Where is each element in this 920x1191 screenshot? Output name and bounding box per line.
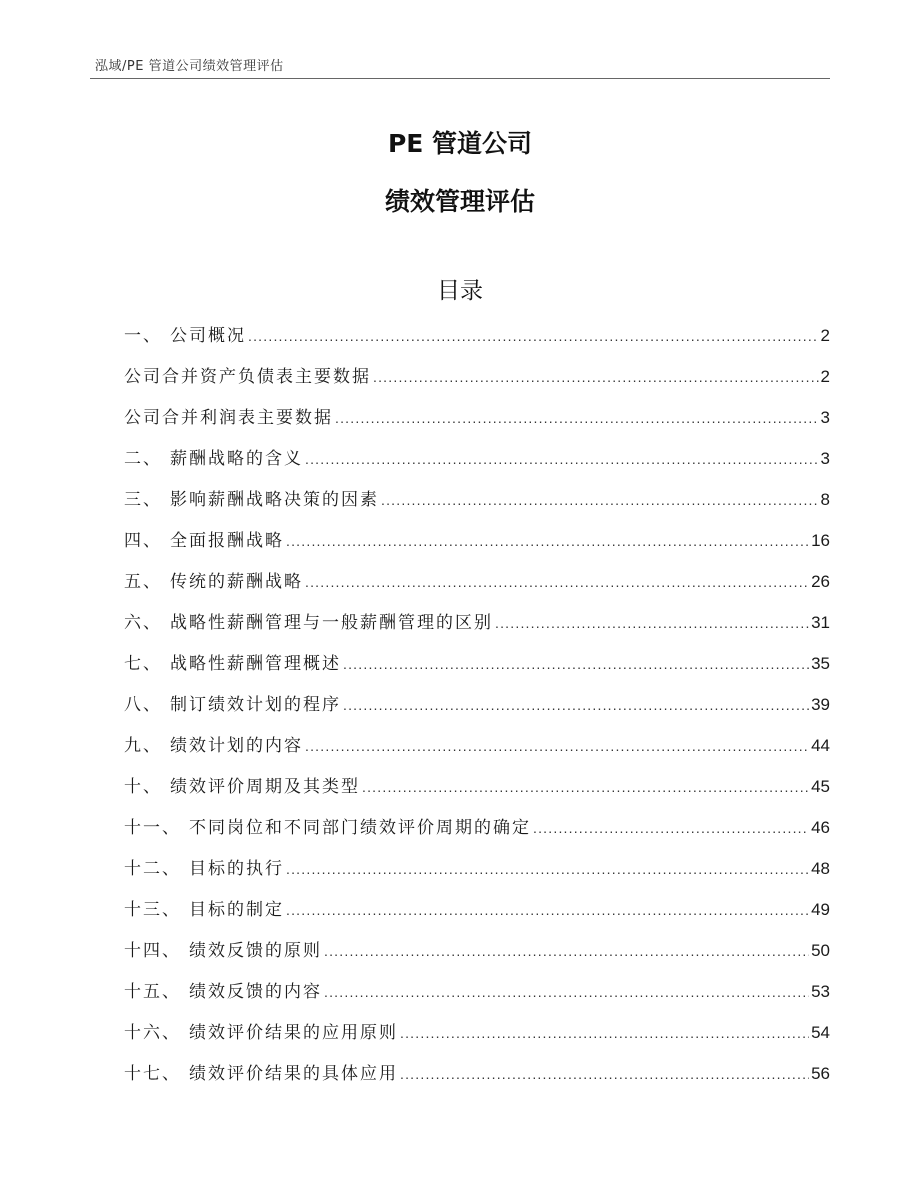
toc-entry-title: 传统的薪酬战略: [170, 572, 303, 592]
toc-entry-page: 46: [811, 818, 830, 837]
toc-entry-page: 35: [811, 654, 830, 673]
toc-dot-leader: [286, 894, 809, 926]
toc-entry-page: 54: [811, 1023, 830, 1042]
toc-entry-number: 十七、: [124, 1064, 181, 1084]
toc-entry-number: 六、: [124, 613, 162, 633]
toc-entry-title: 公司概况: [170, 326, 246, 346]
toc-entry-title: 制订绩效计划的程序: [170, 695, 341, 715]
toc-dot-leader: [324, 976, 809, 1008]
toc-entry[interactable]: [124, 689, 830, 730]
toc-entry[interactable]: [124, 402, 830, 443]
toc-entry-title: 全面报酬战略: [170, 531, 284, 551]
toc-entry-number: 二、: [124, 449, 162, 469]
toc-entry-title: 公司合并利润表主要数据: [124, 408, 333, 428]
toc-entry-number: 十三、: [124, 900, 181, 920]
toc-dot-leader: [305, 443, 819, 475]
toc-dot-leader: [305, 730, 809, 762]
toc-entry-page: 50: [811, 941, 830, 960]
toc-entry-page: 56: [811, 1064, 830, 1083]
toc-entry-page: 8: [820, 490, 830, 509]
toc-entry-title: 绩效反馈的原则: [189, 941, 322, 961]
toc-entry-page: 26: [811, 572, 830, 591]
toc-entry-number: 三、: [124, 490, 162, 510]
toc-entry[interactable]: [124, 1017, 830, 1058]
toc-entry[interactable]: [124, 894, 830, 935]
toc-entry[interactable]: [124, 976, 830, 1017]
toc-entry[interactable]: [124, 935, 830, 976]
header-divider: [90, 78, 830, 79]
toc-dot-leader: [381, 484, 819, 516]
toc-entry-number: 八、: [124, 695, 162, 715]
toc-dot-leader: [286, 525, 809, 557]
toc-dot-leader: [335, 402, 819, 434]
toc-entry-title: 绩效评价结果的应用原则: [189, 1023, 398, 1043]
toc-entry-title: 战略性薪酬管理与一般薪酬管理的区别: [170, 613, 493, 633]
toc-entry-number: 十一、: [124, 818, 181, 838]
toc-entry[interactable]: [124, 443, 830, 484]
toc-entry-title: 绩效评价周期及其类型: [170, 777, 360, 797]
toc-entry-title: 绩效评价结果的具体应用: [189, 1064, 398, 1084]
toc-entry-title: 战略性薪酬管理概述: [170, 654, 341, 674]
toc-dot-leader: [373, 361, 819, 393]
toc-entry[interactable]: [124, 648, 830, 689]
toc-entry-number: 十二、: [124, 859, 181, 879]
toc-entry-page: 39: [811, 695, 830, 714]
document-title-line1: PE 管道公司: [387, 129, 533, 158]
toc-entry-page: 53: [811, 982, 830, 1001]
toc-entry-number: 九、: [124, 736, 162, 756]
toc-entry-number: 一、: [124, 326, 162, 346]
toc-entry-page: 44: [811, 736, 830, 755]
toc-entry-page: 45: [811, 777, 830, 796]
toc-entry-title: 影响薪酬战略决策的因素: [170, 490, 379, 510]
toc-dot-leader: [286, 853, 809, 885]
toc-dot-leader: [305, 566, 809, 598]
toc-entry-page: 31: [811, 613, 830, 632]
toc-entry[interactable]: [124, 853, 830, 894]
toc-entry[interactable]: [124, 525, 830, 566]
toc-entry-title: 薪酬战略的含义: [170, 449, 303, 469]
toc-dot-leader: [533, 812, 809, 844]
toc-entry-number: 四、: [124, 531, 162, 551]
toc-entry[interactable]: [124, 320, 830, 361]
toc-entry-title: 不同岗位和不同部门绩效评价周期的确定: [189, 818, 531, 838]
toc-entry-number: 十六、: [124, 1023, 181, 1043]
toc-entry-title: 目标的制定: [189, 900, 284, 920]
toc-dot-leader: [343, 648, 809, 680]
toc-entry[interactable]: [124, 1058, 830, 1099]
toc-entry-page: 49: [811, 900, 830, 919]
toc-dot-leader: [248, 320, 819, 352]
table-of-contents: [124, 320, 830, 1099]
toc-entry[interactable]: [124, 484, 830, 525]
toc-dot-leader: [324, 935, 809, 967]
toc-entry[interactable]: [124, 566, 830, 607]
toc-dot-leader: [400, 1017, 809, 1049]
document-title-line2: 绩效管理评估: [384, 187, 535, 216]
toc-entry-number: 十、: [124, 777, 162, 797]
toc-dot-leader: [343, 689, 809, 721]
running-header: 泓域/PE 管道公司绩效管理评估: [95, 59, 284, 74]
toc-entry-page: 3: [820, 449, 830, 468]
toc-entry-title: 绩效反馈的内容: [189, 982, 322, 1002]
toc-entry-page: 48: [811, 859, 830, 878]
toc-entry-number: 十四、: [124, 941, 181, 961]
toc-entry-page: 16: [811, 531, 830, 550]
toc-entry-number: 十五、: [124, 982, 181, 1002]
toc-dot-leader: [362, 771, 809, 803]
toc-entry-title: 公司合并资产负债表主要数据: [124, 367, 371, 387]
toc-entry-title: 目标的执行: [189, 859, 284, 879]
toc-entry[interactable]: [124, 812, 830, 853]
toc-entry[interactable]: [124, 361, 830, 402]
toc-entry-number: 七、: [124, 654, 162, 674]
toc-entry-number: 五、: [124, 572, 162, 592]
toc-dot-leader: [400, 1058, 809, 1090]
toc-entry[interactable]: [124, 607, 830, 648]
toc-entry-page: 3: [820, 408, 830, 427]
toc-entry[interactable]: [124, 771, 830, 812]
toc-dot-leader: [495, 607, 809, 639]
toc-heading: 目录: [437, 278, 483, 304]
toc-entry-page: 2: [820, 326, 830, 345]
toc-entry[interactable]: [124, 730, 830, 771]
toc-entry-page: 2: [820, 367, 830, 386]
toc-entry-title: 绩效计划的内容: [170, 736, 303, 756]
